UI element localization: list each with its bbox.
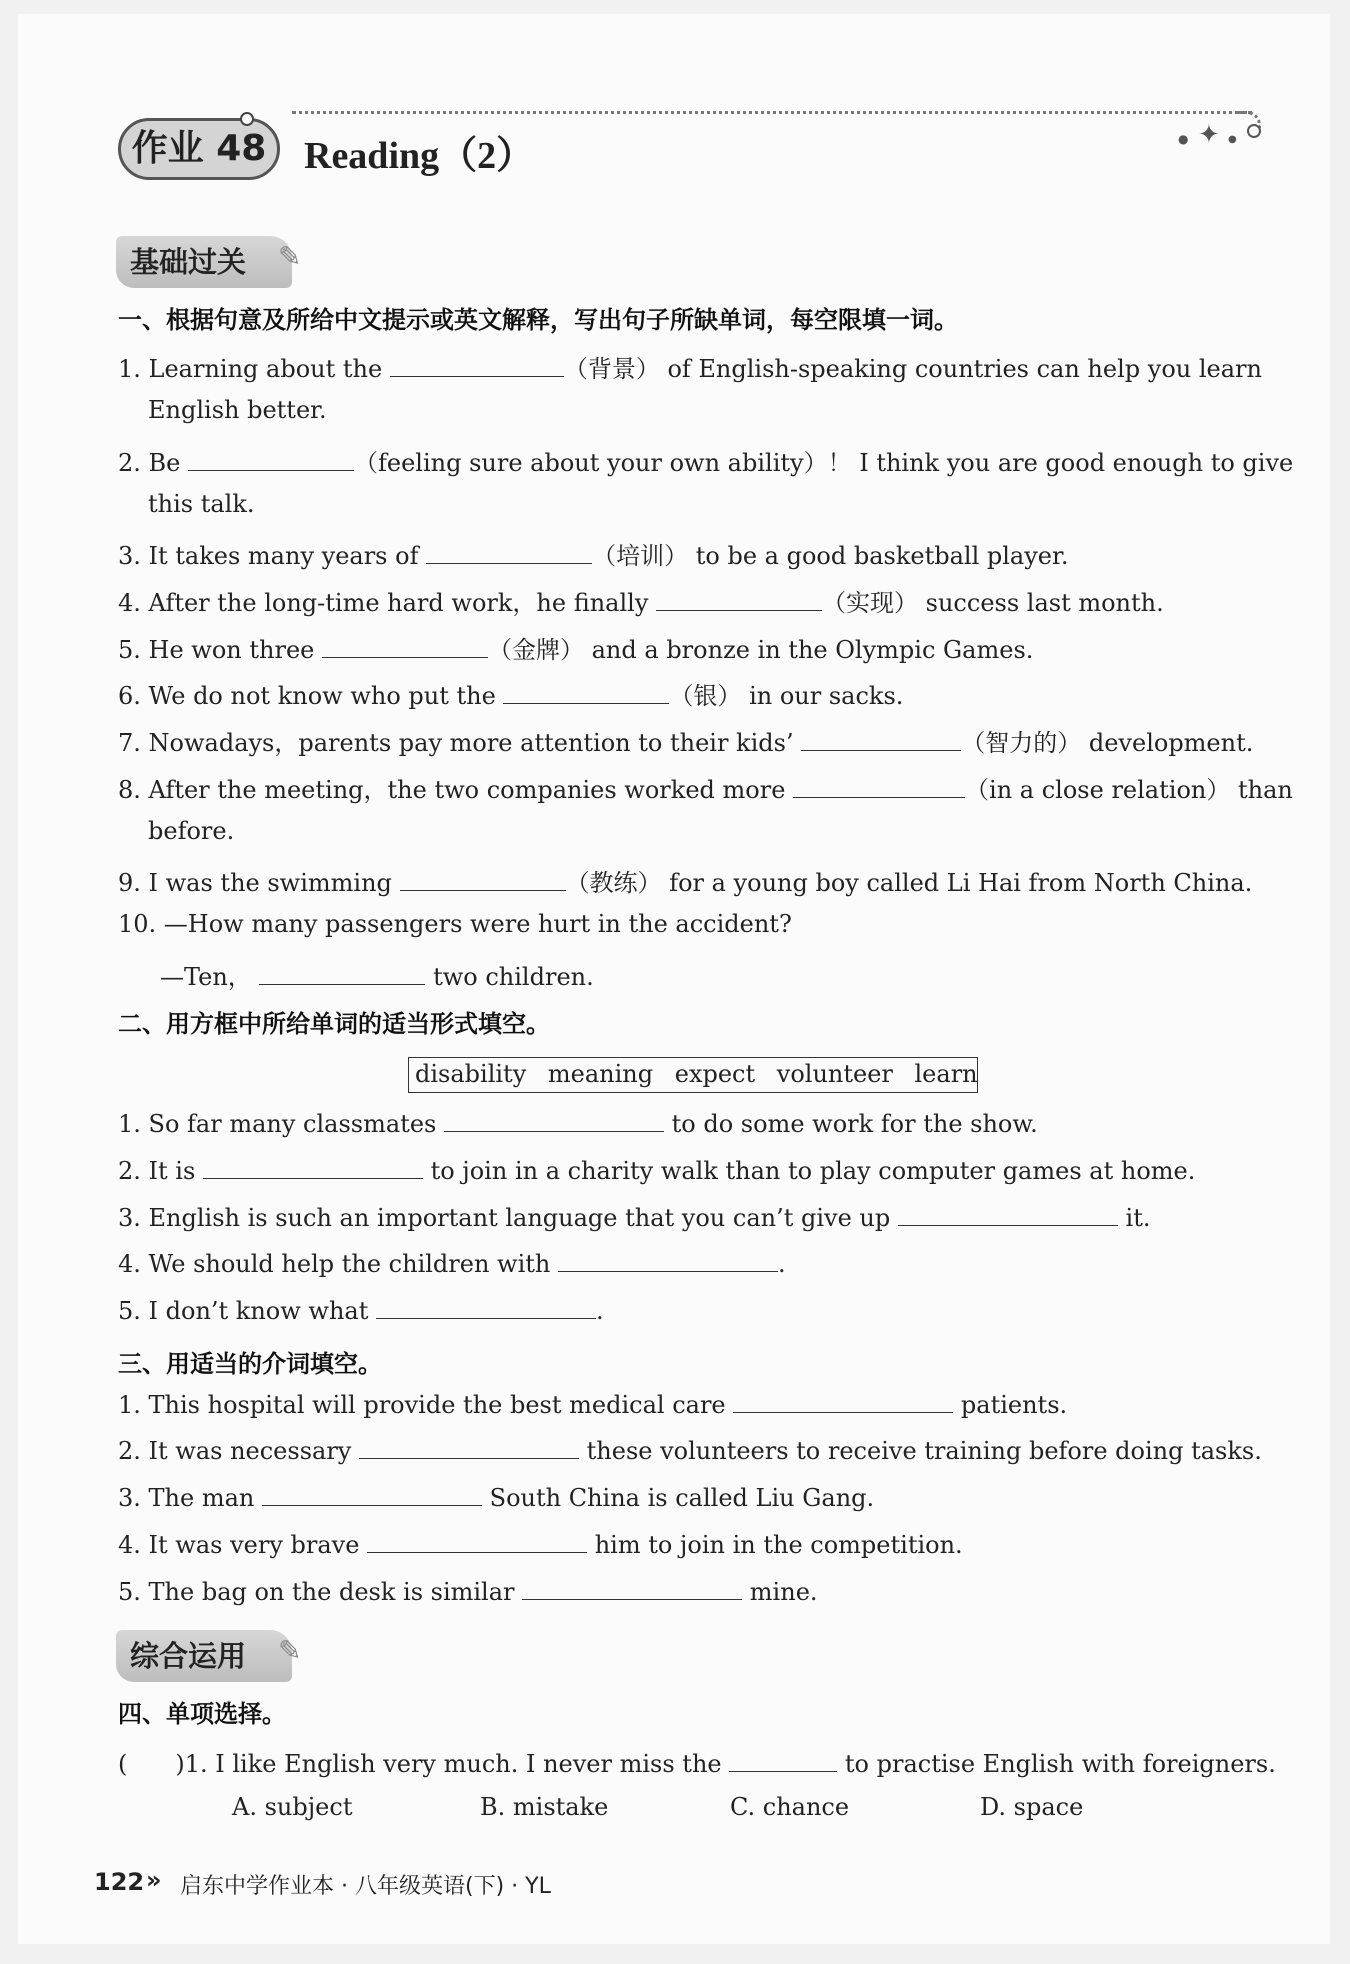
answer-blank[interactable] (203, 1176, 423, 1179)
section-banner-comprehensive: 综合运用 (116, 1630, 292, 1682)
answer-blank[interactable] (322, 655, 488, 658)
answer-blank[interactable] (367, 1550, 587, 1553)
chevrons-icon: » (146, 1866, 162, 1894)
circle-decoration (1247, 124, 1261, 138)
question: 2. It is to join in a charity walk than to play computer games at home. (118, 1157, 1196, 1185)
question: 2. Be （feeling sure about your own ability）！ I think you are good enough to give (118, 449, 1294, 477)
answer-blank[interactable] (262, 1503, 482, 1506)
question: 4. After the long-time hard work，he finally （实现） success last month. (118, 589, 1164, 617)
lesson-title: Reading（2） (304, 135, 535, 177)
part3-title: 三、用适当的介词填空。 (118, 1350, 382, 1378)
sparkle-icon: ✦ (1198, 120, 1220, 150)
part1-title: 一、根据句意及所给中文提示或英文解释，写出句子所缺单词，每空限填一词。 (118, 306, 958, 334)
question: ( )1. I like English very much. I never miss the to practise English with foreigners. (118, 1750, 1276, 1778)
question-continuation: this talk. (148, 490, 255, 518)
word-box: disability meaning expect volunteer learn (408, 1057, 978, 1093)
option-b[interactable]: B. mistake (480, 1793, 609, 1821)
option-d[interactable]: D. space (980, 1793, 1084, 1821)
dot-decoration: ● (1178, 132, 1189, 146)
page-number: 122 (94, 1868, 145, 1896)
question-continuation: English better. (148, 396, 327, 424)
answer-blank[interactable] (503, 701, 669, 704)
pencil-icon: ✎ (278, 1634, 302, 1667)
question: 1. Learning about the （背景） of English-speaking countries can help you learn (118, 355, 1262, 383)
question-continuation: —Ten， two children. (160, 963, 594, 991)
answer-blank[interactable] (259, 982, 425, 985)
section-banner-basic: 基础过关 (116, 236, 292, 288)
book-title: 启东中学作业本 · 八年级英语(下) · YL (180, 1874, 551, 1899)
answer-blank[interactable] (898, 1223, 1118, 1226)
question: 3. It takes many years of （培训） to be a good basketball player. (118, 542, 1069, 570)
question: 4. It was very brave him to join in the competition. (118, 1531, 963, 1559)
question: 10. —How many passengers were hurt in the accident? (118, 910, 792, 938)
answer-blank[interactable] (376, 1316, 596, 1319)
question: 8. After the meeting，the two companies worked more （in a close relation） than (118, 776, 1293, 804)
answer-blank[interactable] (359, 1456, 579, 1459)
answer-blank[interactable] (793, 795, 965, 798)
answer-blank[interactable] (522, 1597, 742, 1600)
answer-blank[interactable] (400, 888, 566, 891)
answer-blank[interactable] (188, 468, 354, 471)
question: 5. The bag on the desk is similar mine. (118, 1578, 818, 1606)
question: 7. Nowadays，parents pay more attention to their kids’ （智力的） development. (118, 729, 1254, 757)
tag-knob-decoration (240, 112, 254, 126)
question: 3. The man South China is called Liu Gang. (118, 1484, 875, 1512)
answer-blank[interactable] (426, 561, 592, 564)
question: 9. I was the swimming （教练） for a young boy called Li Hai from North China. (118, 869, 1253, 897)
answer-blank[interactable] (558, 1269, 778, 1272)
answer-blank[interactable] (801, 748, 961, 751)
question-continuation: before. (148, 817, 235, 845)
dot-decoration: ● (1228, 134, 1237, 145)
pencil-icon: ✎ (278, 240, 302, 273)
question: 4. We should help the children with . (118, 1250, 786, 1278)
question: 6. We do not know who put the （银） in our sacks. (118, 682, 904, 710)
dotted-line-decoration (292, 111, 1252, 114)
question: 3. English is such an important language that you can’t give up it. (118, 1204, 1151, 1232)
homework-number-tag: 作业 48 (118, 118, 280, 180)
option-c[interactable]: C. chance (730, 1793, 850, 1821)
answer-blank[interactable] (656, 608, 822, 611)
option-a[interactable]: A. subject (232, 1793, 353, 1821)
answer-blank[interactable] (390, 374, 564, 377)
question: 1. So far many classmates to do some work for the show. (118, 1110, 1038, 1138)
question: 5. I don’t know what . (118, 1297, 604, 1325)
part4-title: 四、单项选择。 (118, 1700, 286, 1728)
answer-blank[interactable] (733, 1410, 953, 1413)
answer-blank[interactable] (444, 1129, 664, 1132)
question: 1. This hospital will provide the best medical care patients. (118, 1391, 1068, 1419)
answer-blank[interactable] (729, 1769, 837, 1772)
part2-title: 二、用方框中所给单词的适当形式填空。 (118, 1010, 550, 1038)
question: 2. It was necessary these volunteers to receive training before doing tasks. (118, 1437, 1262, 1465)
question: 5. He won three （金牌） and a bronze in the Olympic Games. (118, 636, 1034, 664)
